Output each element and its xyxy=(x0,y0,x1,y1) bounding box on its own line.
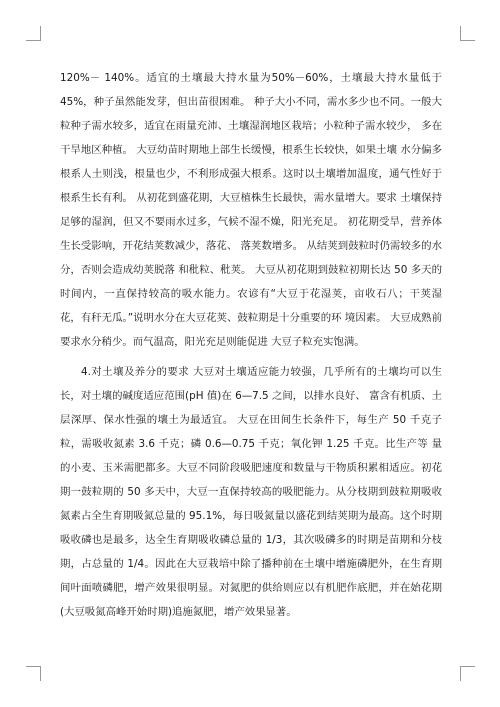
crop-mark-top-right xyxy=(460,26,475,41)
crop-mark-bottom-right xyxy=(460,666,475,681)
paragraph-soil-nutrient-requirements: 4.对土壤及养分的要求 大豆对土壤适应能力较强，几乎所有的土壤均可以生长，对土壤的碱度适应范围(pH 值)在 6—7.5 之间，以排水良好、 富含有机质、土层深厚、保水性强的壤土为最适宜。 大豆在田间生长条件下，每生产 50 千克子粒，需吸收氮素 3.6 千克；磷 0.6—0.75 千克；氧化钾 1.25 千克。比生产等 量的小麦、玉米需肥都多。大豆不同阶段吸肥速度和数量与干物质积累相适应。初花期一鼓粒期的 50 多天中，大豆一直保持较高的吸肥能力。从分枝期到鼓粒期吸收氮素占全生育期吸氮总量的 95.1%，每日吸氮量以盛花到结荚期为最高。这个时期吸收磷也是最多，达全生育期吸收磷总量的 1/3，其次吸磷多的时期是苗期和分枝期，占总量的 1/4。因此在大豆栽培中除了播种前在土壤中增施磷肥外，在生育期间叶面喷磷肥，增产效果很明显。对氮肥的供给则应以有机肥作底肥，并在始花期(大豆吸氮高峰开始时期)追施氮肥，增产效果显著。 xyxy=(60,366,442,618)
document-body xyxy=(60,66,442,624)
crop-mark-bottom-left xyxy=(26,666,41,681)
crop-mark-top-left xyxy=(26,26,41,41)
paragraph-water-requirements: 120%－ 140%。适宜的土壤最大持水量为50%－60%，土壤最大持水量低于45%，种子虽然能发芽，但出苗很困难。 种子大小不同，需水多少也不同。一般大粒种子需水较多，适宜在雨量充沛、土壤湿润地区栽培；小粒种子需水较少， 多在干旱地区种植。 大豆幼苗时期地上部生长缓慢，根系生长较快，如果土壤 水分偏多根系人土则浅，根量也少，不利形成强大根系。这时以土壤增加温度，通气性好于根系生长有利。 从初花到盛花期，大豆植株生长最快，需水量增大。要求 土壤保持足够的湿润，但又不要雨水过多，气候不湿不燥，阳光充足。 初花期受旱，营养体生长受影响，开花结荚数减少，落花、 落荚数增多。 从结荚到鼓粒时仍需较多的水分，否则会造成幼荚脱落 和秕粒、秕荚。 大豆从初花期到鼓粒初期长达 50 多天的时间内，一直保持较高的吸水能力。农谚有“大豆于花湿荚，亩收石八；干荚湿 花，有秆无瓜。”说明水分在大豆花荚、鼓粒期是十分重要的环 境因素。 大豆成熟前要求水分稍少。而气温高，阳光充足则能促进 大豆子粒充实饱满。 xyxy=(60,72,442,348)
